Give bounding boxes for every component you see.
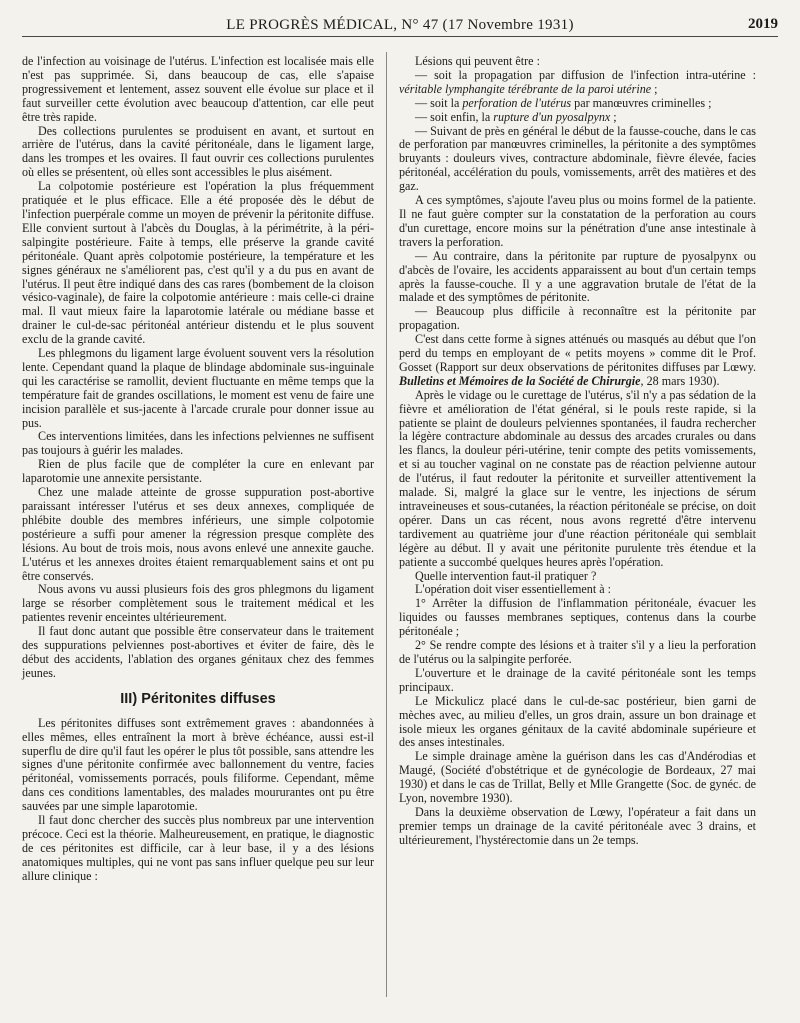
text-run: — soit la propagation par diffusion de l'infection intra-utérine : [415, 67, 756, 82]
paragraph: — Beaucoup plus difficile à reconnaître est la péritonite par propagation. [399, 304, 756, 333]
paragraph: Nous avons vu aussi plusieurs fois des gros phlegmons du ligament large se résorber complètement sous le traitement médical et les patientes revenir enceintes ultérieurement. [22, 582, 374, 625]
column-divider [386, 52, 387, 997]
citation-title: Bulletins et Mémoires de la Société de Chirurgie [399, 373, 641, 388]
paragraph: A ces symptômes, s'ajoute l'aveu plus ou moins formel de la patiente. Il ne faut guère compter sur la constatation de la perforation au cours d'un curettage, encore moins sur la pénétration d'une anse intestinale à travers la perforation. [399, 193, 756, 249]
paragraph: Des collections purulentes se produisent en avant, et surtout en arrière de l'utérus, dans la cavité péritonéale, dans le ligament large, dans les trompes et les ovaires. Il faut ouvrir ces collections purulentes où elles se présentent, où elles sont accessibles le plus aisément. [22, 123, 374, 180]
left-column [22, 55, 374, 884]
text-run: — soit enfin, la [415, 109, 494, 124]
text-run: ; [610, 109, 617, 124]
text-run: , 28 mars 1930). [640, 373, 720, 388]
paragraph: Les péritonites diffuses sont extrêmement graves : abandonnées à elles mêmes, elles entraînent la mort à brève échéance, aussi est-il superflu de dire qu'il faut les opérer le plus tôt possible, sans attendre les signes d'une péritonite confirmée avec ballonnement du ventre, facies péritonéal, vomissements porracés, pouls filiforme. Cependant, même dans ces conditions lamentables, des malades moururantes ont pu être sauvées par une simple laparotomie. [22, 715, 374, 814]
paragraph: Dans la deuxième observation de Lœwy, l'opérateur a fait dans un premier temps un drainage de la cavité péritonéale avec 3 drains, et ultérieurement, l'hystérectomie dans un 2e temps. [399, 804, 756, 847]
text-run: — soit la [415, 95, 463, 110]
paragraph: Quelle intervention faut-il pratiquer ? [415, 568, 597, 583]
paragraph: L'ouverture et le drainage de la cavité péritonéale sont les temps principaux. [399, 665, 756, 694]
paragraph: de l'infection au voisinage de l'utérus. L'infection est localisée mais elle n'est pas supprimée. Si, dans beaucoup de cas, elle s'apaise progressivement et lentement, assez souvent elle évolue sur place et il faut surveiller cette évolution avec beaucoup d'attention, car elle peut être très rapide. [22, 54, 374, 124]
italic-run: véritable lymphangite térébrante de la paroi utérine [399, 81, 652, 96]
text-run: ; [651, 81, 658, 96]
paragraph: Après le vidage ou le curettage de l'utérus, s'il n'y a pas sédation de la fièvre et amélioration de l'état général, si le pouls reste rapide, si la patiente se plaint de douleurs pelviennes spontanées, il faudra rechercher la légère contracture abdominale au dessus des arcades crurales ou dans les flancs, la douleur péri-utérine, tenir compte des petits vomissements, et si au toucher vaginal on ne constate pas de réaction pelvienne autour de l'utérus, il faut redouter la péritonite et surveiller attentivement la malade. Si, malgré la glace sur le ventre, les injections de sérum intraveineuses et sous-cutanées, la réaction péritonéale se précise, on doit opérer. Dans un cas récent, nous avons regretté d'être intervenu tardivement au quatrième jour d'une réaction péritonéale qui semblait légère au début. Il y avait une péritonite purulente très étendue et la patiente a succombé quelques heures après l'opération. [399, 387, 756, 569]
text-run: par manœuvres criminelles ; [571, 95, 712, 110]
paragraph: Il faut donc chercher des succès plus nombreux par une intervention précoce. Ceci est la théorie. Malheureusement, en pratique, le diagnostic de ces péritonites est difficile, car à leur base, il y a des lésions anatomiques multiples, qui ne vont pas sans influer quelque peu sur leur allure clinique : [22, 813, 374, 883]
list-item [399, 111, 756, 125]
paragraph: Lésions qui peuvent être : [415, 54, 540, 68]
paragraph: La colpotomie postérieure est l'opération la plus fréquemment pratiquée et le plus efficace. Elle a été proposée dès le début de l'infection puerpérale comme un moyen de prévenir la péritonite diffuse. Elle convient surtout à l'abcès du Douglas, à la périmétrite, à la péri-salpingite postérieure. Faite à temps, elle préserve la grande cavité péritonéale. Quant après colpotomie postérieure, la température et les signes généraux ne s'améliorent pas, c'est qu'il y a du pus en avant de l'utérus. Il peut être indiqué dans des cas rares (bombement de la cloison vésico-vaginale), de faire la colpotomie antérieure : mais celle-ci draine mal. Il vaut mieux faire la laparotomie latérale ou médiane basse et drainer le cul-de-sac péritonéal antérieur distendu et le plus souvent exclu de la grande cavité. [22, 179, 374, 347]
section-heading: III) Péritonites diffuses [120, 690, 276, 707]
italic-run: rupture d'un pyosalpynx [493, 109, 611, 124]
paragraph: L'opération doit viser essentiellement à : [415, 582, 611, 597]
page-header [22, 14, 778, 37]
paragraph: Ces interventions limitées, dans les infections pelviennes ne suffisent pas toujours à guérir les malades. [22, 429, 374, 458]
page-number: 2019 [748, 16, 778, 32]
paragraph: 2° Se rendre compte des lésions et à traiter s'il y a lieu la perforation de l'utérus ou la salpingite perforée. [399, 638, 756, 666]
paragraph: Chez une malade atteinte de grosse suppuration post-abortive paraissant intéresser l'utérus et ses deux annexes, compliquée de phlébite double des membres inférieurs, une simple colpotomie postérieure a suffi pour amener la régression presque complète des lésions. Au bout de trois mois, nous avons enlevé une annexite gauche. L'utérus et les annexes droites étaient remarquablement sains et ont pu être conservés. [22, 485, 374, 583]
paragraph: Le simple drainage amène la guérison dans les cas d'Andérodias et Maugé, (Société d'obstétrique et de gynécologie de Bordeaux, 27 mai 1930) et dans le cas de Trillat, Belly et Mlle Grangette (Soc. de gynéc. de Lyon, novembre 1930). [399, 749, 756, 806]
paragraph: 1° Arrêter la diffusion de l'inflammation péritonéale, évacuer les liquides ou fausses membranes septiques, contenus dans la courbe péritonéale ; [399, 596, 756, 639]
paragraph: Rien de plus facile que de compléter la cure en enlevant par laparotomie une annexite persistante. [22, 457, 374, 486]
paragraph: Les phlegmons du ligament large évoluent souvent vers la résolution lente. Cependant quand la plaque de blindage abdominale sus-inguinale qui les caractérise se ramollit, devient fluctuante en même temps que la température fait de grandes oscillations, le moment est venu de faire une incision parallèle et sus-jacente à l'arcade crurale pour donner issue au pus. [22, 346, 374, 430]
paragraph: Il faut donc autant que possible être conservateur dans le traitement des suppurations pelviennes post-abortives et éviter de faire, dès le début des accidents, l'ablation des organes génitaux chez des femmes jeunes. [22, 624, 374, 680]
list-item [399, 69, 756, 97]
running-title: LE PROGRÈS MÉDICAL, N° 47 (17 Novembre 1931) [226, 17, 574, 33]
paragraph: Le Mickulicz placé dans le cul-de-sac postérieur, bien garni de mèches avec, au milieu d'elles, un gros drain, assure un bon drainage et isole mieux les organes génitaux de la cavité abdominale supérieure et des anses intestinales. [399, 693, 756, 750]
paragraph: — Au contraire, dans la péritonite par rupture de pyosalpynx ou d'abcès de l'ovaire, les accidents apparaissent au bout d'un certain temps après la fausse-couche. Il y a une aggravation brutale de l'état de la malade et des symptômes de péritonite. [399, 248, 756, 305]
text-run: C'est dans cette forme à signes atténués ou masqués au début que l'on perd du temps en employant de « petits moyens » comme dit le Prof. Gosset (Rapport sur deux observations de péritonites diffuses par Lœwy. [399, 332, 756, 374]
paragraph [399, 333, 756, 389]
italic-run: perforation de l'utérus [462, 95, 572, 110]
paragraph: — Suivant de près en général le début de la fausse-couche, dans le cas de perforation par manœuvres criminelles, la péritonite a des symptômes bruyants : douleurs vives, contracture abdominale, fièvre élevée, facies péritonéal, accélération du pouls, vomissements, arrêt des matières et des gaz. [399, 123, 756, 194]
list-item [399, 97, 756, 111]
right-column [399, 55, 756, 848]
